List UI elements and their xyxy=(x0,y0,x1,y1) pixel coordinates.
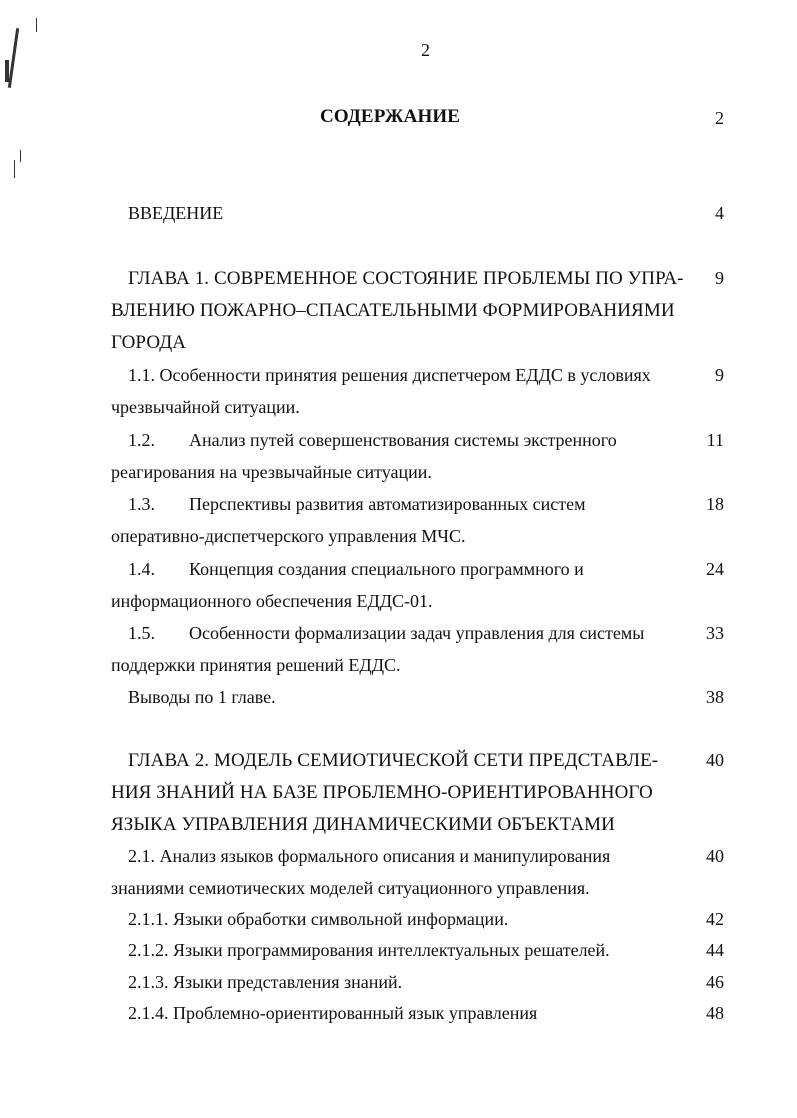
toc-item-1-1-page: 9 xyxy=(715,365,724,385)
chapter2-page: 40 xyxy=(706,750,724,770)
toc-item-2-1-2[interactable]: 2.1.2. Языки программирования интеллектуальных решателей. xyxy=(128,940,610,960)
toc-item-2-1-page: 40 xyxy=(706,846,724,866)
toc-intro-page: 4 xyxy=(715,203,724,223)
toc-item-2-1-3[interactable]: 2.1.3. Языки представления знаний. xyxy=(128,972,403,992)
toc-item-1-4-cont: информационного обеспечения ЕДДС-01. xyxy=(111,591,433,611)
chapter1-title-line-1[interactable]: ГЛАВА 1. СОВРЕМЕННОЕ СОСТОЯНИЕ ПРОБЛЕМЫ ПО УПРА- xyxy=(128,268,684,289)
toc-item-1-1-cont: чрезвычайной ситуации. xyxy=(111,397,300,417)
toc-item-1-4-num: 1.4. xyxy=(128,559,155,579)
page-number: 2 xyxy=(421,40,430,60)
toc-item-2-1-cont: знаниями семиотических моделей ситуационного управления. xyxy=(111,878,590,898)
scan-mark xyxy=(14,160,15,178)
toc-conclusion-1[interactable]: Выводы по 1 главе. xyxy=(128,687,276,707)
chapter2-title-line-2: НИЯ ЗНАНИЙ НА БАЗЕ ПРОБЛЕМНО-ОРИЕНТИРОВАННОГО xyxy=(111,782,653,803)
scan-mark xyxy=(36,18,37,32)
scan-mark xyxy=(8,28,19,88)
chapter2-title-line-3: ЯЗЫКА УПРАВЛЕНИЯ ДИНАМИЧЕСКИМИ ОБЪЕКТАМИ xyxy=(111,814,615,835)
toc-intro[interactable]: ВВЕДЕНИЕ xyxy=(128,203,224,223)
toc-item-2-1-4-page: 48 xyxy=(706,1003,724,1023)
toc-item-1-3-num: 1.3. xyxy=(128,494,155,514)
scan-mark xyxy=(5,60,9,82)
chapter1-title-line-2: ВЛЕНИЮ ПОЖАРНО–СПАСАТЕЛЬНЫМИ ФОРМИРОВАНИЯМИ xyxy=(111,300,675,321)
toc-item-2-1-1-page: 42 xyxy=(706,909,724,929)
toc-item-1-5[interactable]: Особенности формализации задач управления для системы xyxy=(189,623,645,643)
toc-item-1-2[interactable]: Анализ путей совершенствования системы экстренного xyxy=(189,430,617,450)
toc-item-1-3[interactable]: Перспективы развития автоматизированных систем xyxy=(189,494,586,514)
toc-item-1-5-cont: поддержки принятия решений ЕДДС. xyxy=(111,655,401,675)
chapter2-title-line-1[interactable]: ГЛАВА 2. МОДЕЛЬ СЕМИОТИЧЕСКОЙ СЕТИ ПРЕДСТАВЛЕ- xyxy=(128,750,659,771)
chapter1-page: 9 xyxy=(715,268,724,288)
toc-item-1-2-cont: реагирования на чрезвычайные ситуации. xyxy=(111,462,432,482)
toc-item-1-3-cont: оперативно-диспетчерского управления МЧС. xyxy=(111,526,466,546)
toc-item-2-1-3-page: 46 xyxy=(706,972,724,992)
toc-title: СОДЕРЖАНИЕ xyxy=(320,106,460,127)
toc-item-1-4-page: 24 xyxy=(706,559,724,579)
toc-conclusion-1-page: 38 xyxy=(706,687,724,707)
toc-item-2-1-2-page: 44 xyxy=(706,940,724,960)
toc-item-2-1-4[interactable]: 2.1.4. Проблемно-ориентированный язык управления xyxy=(128,1003,538,1023)
toc-item-1-5-page: 33 xyxy=(706,623,724,643)
toc-item-1-3-page: 18 xyxy=(706,494,724,514)
toc-item-1-5-num: 1.5. xyxy=(128,623,155,643)
toc-title-page: 2 xyxy=(715,108,724,128)
toc-item-1-1[interactable]: 1.1. Особенности принятия решения диспетчером ЕДДС в условиях xyxy=(128,365,651,385)
chapter1-title-line-3: ГОРОДА xyxy=(111,332,187,353)
toc-item-1-2-num: 1.2. xyxy=(128,430,155,450)
toc-item-2-1[interactable]: 2.1. Анализ языков формального описания и манипулирования xyxy=(128,846,611,866)
toc-item-1-4[interactable]: Концепция создания специального программного и xyxy=(189,559,584,579)
scan-mark xyxy=(20,150,21,162)
toc-item-2-1-1[interactable]: 2.1.1. Языки обработки символьной информации. xyxy=(128,909,509,929)
toc-item-1-2-page: 11 xyxy=(706,430,724,450)
